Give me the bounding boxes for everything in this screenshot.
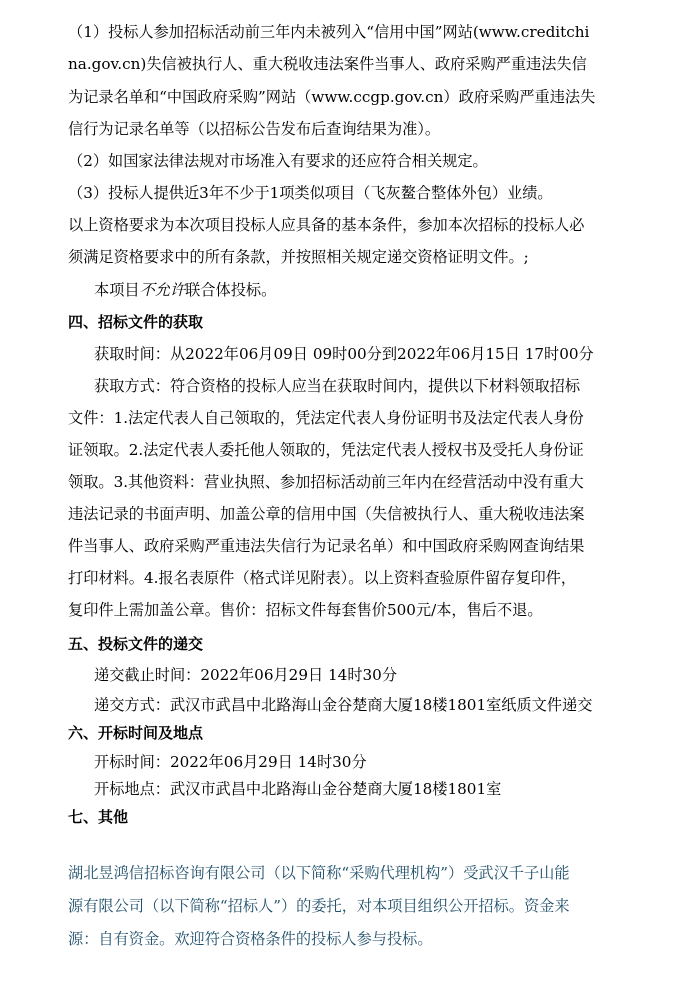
section-4-method-line-1: 获取方式：符合资格的投标人应当在获取时间内，提供以下材料领取招标 bbox=[94, 377, 580, 395]
section-4-method-line-7: 打印材料。4.报名表原件（格式详见附表）。以上资料查验原件留存复印件， bbox=[68, 569, 577, 587]
section-5-deadline: 递交截止时间：2022年06月29日 14时30分 bbox=[94, 666, 398, 684]
consortium-statement bbox=[94, 279, 674, 301]
section-4-method-line-6: 件当事人、政府采购严重违法失信行为记录名单）和中国政府采购网查询结果 bbox=[68, 537, 585, 555]
section-4-method-line-3: 证领取。2.法定代表人委托他人领取的，凭法定代表人授权书及受托人身份证 bbox=[68, 441, 584, 459]
section-7-line-2: 源有限公司（以下简称“招标人”）的委托，对本项目组织公开招标。资金来 bbox=[68, 897, 570, 915]
section-4-method-line-5: 违法记录的书面声明、加盖公章的信用中国（失信被执行人、重大税收违法案 bbox=[68, 505, 585, 523]
section-6-time: 开标时间：2022年06月29日 14时30分 bbox=[94, 753, 367, 771]
consortium-suffix: 联合体投标。 bbox=[185, 281, 277, 299]
qualification-item-1-line-3: 为记录名单和“中国政府采购”网站（www.ccgp.gov.cn）政府采购严重违法失 bbox=[68, 88, 596, 106]
qualification-summary-line-2: 须满足资格要求中的所有条款，并按照相关规定递交资格证明文件。; bbox=[68, 248, 529, 266]
section-6-place: 开标地点：武汉市武昌中北路海山金谷楚商大厦18楼1801室 bbox=[94, 780, 502, 798]
qualification-item-1-line-4: 信行为记录名单等（以招标公告发布后查询结果为准）。 bbox=[68, 120, 441, 138]
consortium-value: 不允许 bbox=[139, 281, 186, 299]
section-7-line-3: 源：自有资金。欢迎符合资格条件的投标人参与投标。 bbox=[68, 930, 433, 948]
section-5-method: 递交方式：武汉市武昌中北路海山金谷楚商大厦18楼1801室纸质文件递交 bbox=[94, 696, 593, 714]
qualification-item-2: （2）如国家法律法规对市场准入有要求的还应符合相关规定。 bbox=[68, 152, 488, 170]
section-4-method-line-4: 领取。3.其他资料：营业执照、参加招标活动前三年内在经营活动中没有重大 bbox=[68, 473, 584, 491]
qualification-item-1-line-1: （1）投标人参加招标活动前三年内未被列入“信用中国”网站(www.creditchi bbox=[68, 23, 590, 41]
section-4-time: 获取时间：从2022年06月09日 09时00分到2022年06月15日 17时00分 bbox=[94, 345, 594, 363]
section-6-title: 六、开标时间及地点 bbox=[68, 724, 204, 742]
section-7-line-1: 湖北昱鸿信招标咨询有限公司（以下简称“采购代理机构”）受武汉千子山能 bbox=[68, 864, 570, 882]
qualification-summary-line-1: 以上资格要求为本次项目投标人应具备的基本条件，参加本次招标的投标人必 bbox=[68, 216, 585, 234]
qualification-item-3: （3）投标人提供近3年不少于1项类似项目（飞灰鳌合整体外包）业绩。 bbox=[68, 184, 553, 202]
section-7-title: 七、其他 bbox=[68, 808, 129, 826]
section-4-title: 四、招标文件的获取 bbox=[68, 313, 204, 331]
qualification-item-1-line-2: na.gov.cn)失信被执行人、重大税收违法案件当事人、政府采购严重违法失信 bbox=[68, 55, 587, 73]
section-4-method-line-2: 文件：1.法定代表人自己领取的，凭法定代表人身份证明书及法定代表人身份 bbox=[68, 409, 584, 427]
consortium-prefix: 本项目 bbox=[94, 281, 140, 299]
section-4-method-line-8: 复印件上需加盖公章。售价：招标文件每套售价500元/本，售后不退。 bbox=[68, 601, 543, 619]
section-5-title: 五、投标文件的递交 bbox=[68, 635, 204, 653]
